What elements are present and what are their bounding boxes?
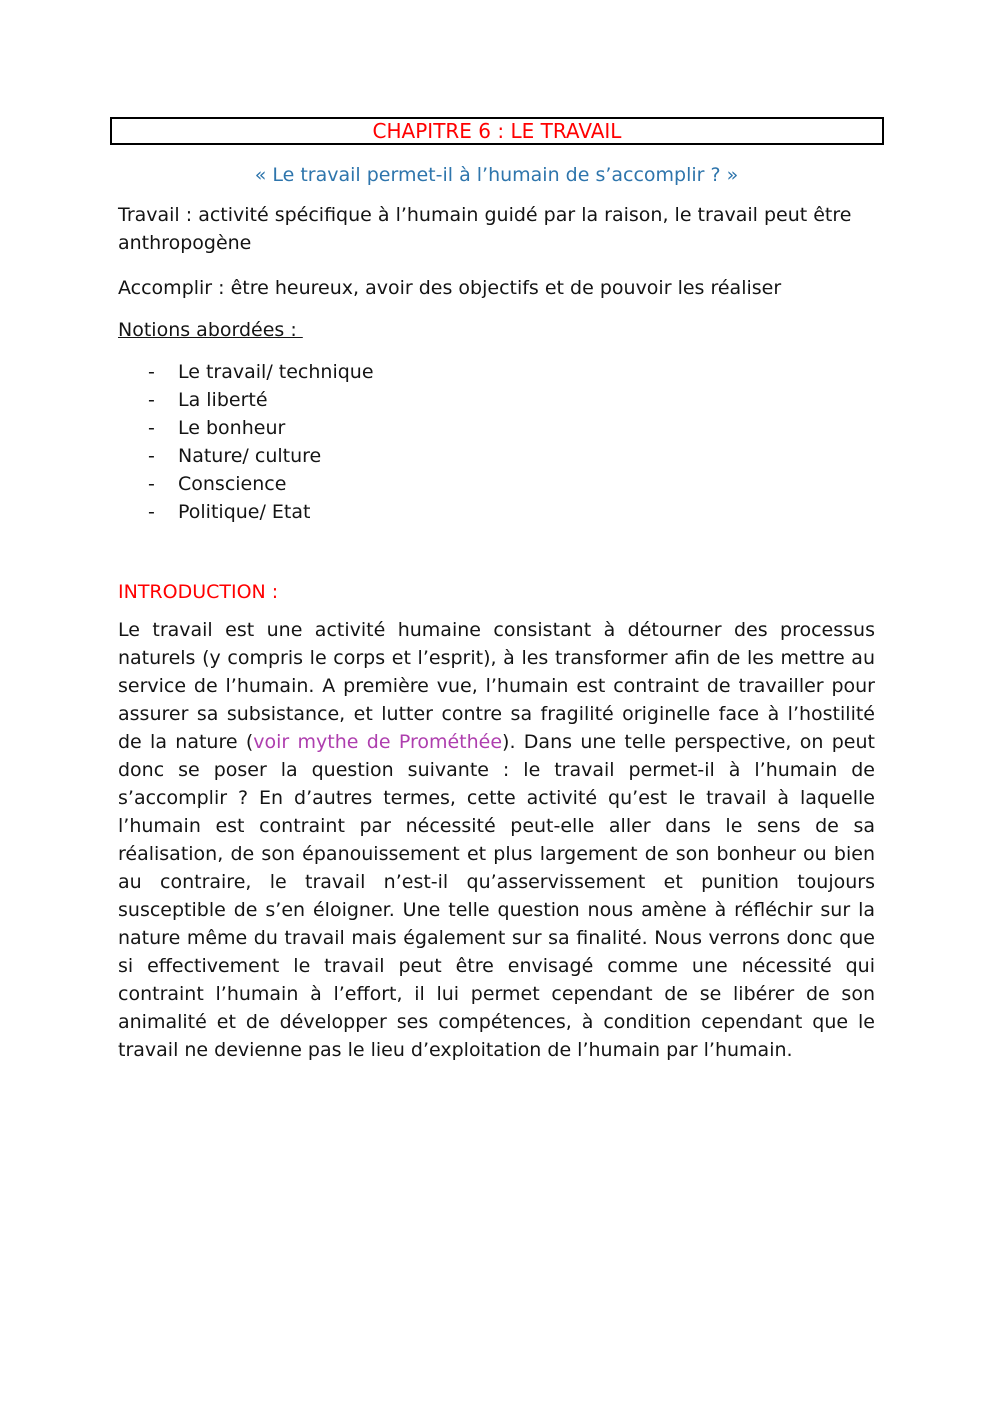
notion-label: Nature/ culture xyxy=(178,445,322,467)
list-item xyxy=(118,358,875,386)
list-item xyxy=(118,470,875,498)
introduction-heading: INTRODUCTION : xyxy=(118,581,279,603)
list-item xyxy=(118,442,875,470)
notion-label: Le travail/ technique xyxy=(178,361,374,383)
notion-label: La liberté xyxy=(178,389,268,411)
notions-heading-text: Notions abordées : xyxy=(118,319,303,341)
list-item xyxy=(118,386,875,414)
list-item xyxy=(118,414,875,442)
dash-bullet: - xyxy=(148,473,155,495)
list-item xyxy=(118,498,875,526)
chapter-title-box xyxy=(110,117,884,145)
notion-label: Conscience xyxy=(178,473,287,495)
notion-label: Politique/ Etat xyxy=(178,501,311,523)
notion-label: Le bonheur xyxy=(178,417,286,439)
definition-travail: Travail : activité spécifique à l’humain guidé par la raison, le travail peut être anthropogène xyxy=(118,204,852,254)
dash-bullet: - xyxy=(148,445,155,467)
introduction-paragraph xyxy=(118,616,875,1064)
intro-text-after-link: ). Dans une telle perspective, on peut donc se poser la question suivante : le travail permet-il à l’humain de s’accomplir ? En d’autres termes, cette activité qu’est le travail à laquelle l’humain est contraint par nécessité peut-elle aller dans le sens de sa réalisation, de son épanouissement et plus largement de son bonheur ou bien au contraire, le travail n’est-il qu’asservissement et punition toujours susceptible de s’en éloigner. Une telle question nous amène à réfléchir sur la nature même du travail mais également sur sa finalité. Nous verrons donc que si effectivement le travail peut être envisagé comme une nécessité qui contraint l’humain à l’effort, il lui permet cependant de se libérer de son animalité et de développer ses compétences, à condition cependant que le travail ne devienne pas le lieu d’exploitation de l’humain par l’humain. xyxy=(118,731,875,1061)
intro-text-before-link: Le travail est une activité humaine consistant à détourner des processus naturels (y compris le corps et l’esprit), à les transformer afin de les mettre au service de l’humain. A première vue, l’humain est contraint de travailler pour assurer sa subsistance, et lutter contre sa fragilité originelle face à l’hostilité de la nature ( xyxy=(118,619,875,753)
definition-accomplir: Accomplir : être heureux, avoir des objectifs et de pouvoir les réaliser xyxy=(118,277,782,299)
promethee-link[interactable]: voir mythe de Prométhée xyxy=(253,731,503,753)
dash-bullet: - xyxy=(148,361,155,383)
dash-bullet: - xyxy=(148,501,155,523)
dash-bullet: - xyxy=(148,389,155,411)
chapter-title: CHAPITRE 6 : LE TRAVAIL xyxy=(372,119,622,143)
essay-question-subtitle: « Le travail permet-il à l’humain de s’accomplir ? » xyxy=(254,164,739,186)
notions-heading xyxy=(118,316,875,344)
notions-list xyxy=(118,358,875,526)
dash-bullet: - xyxy=(148,417,155,439)
